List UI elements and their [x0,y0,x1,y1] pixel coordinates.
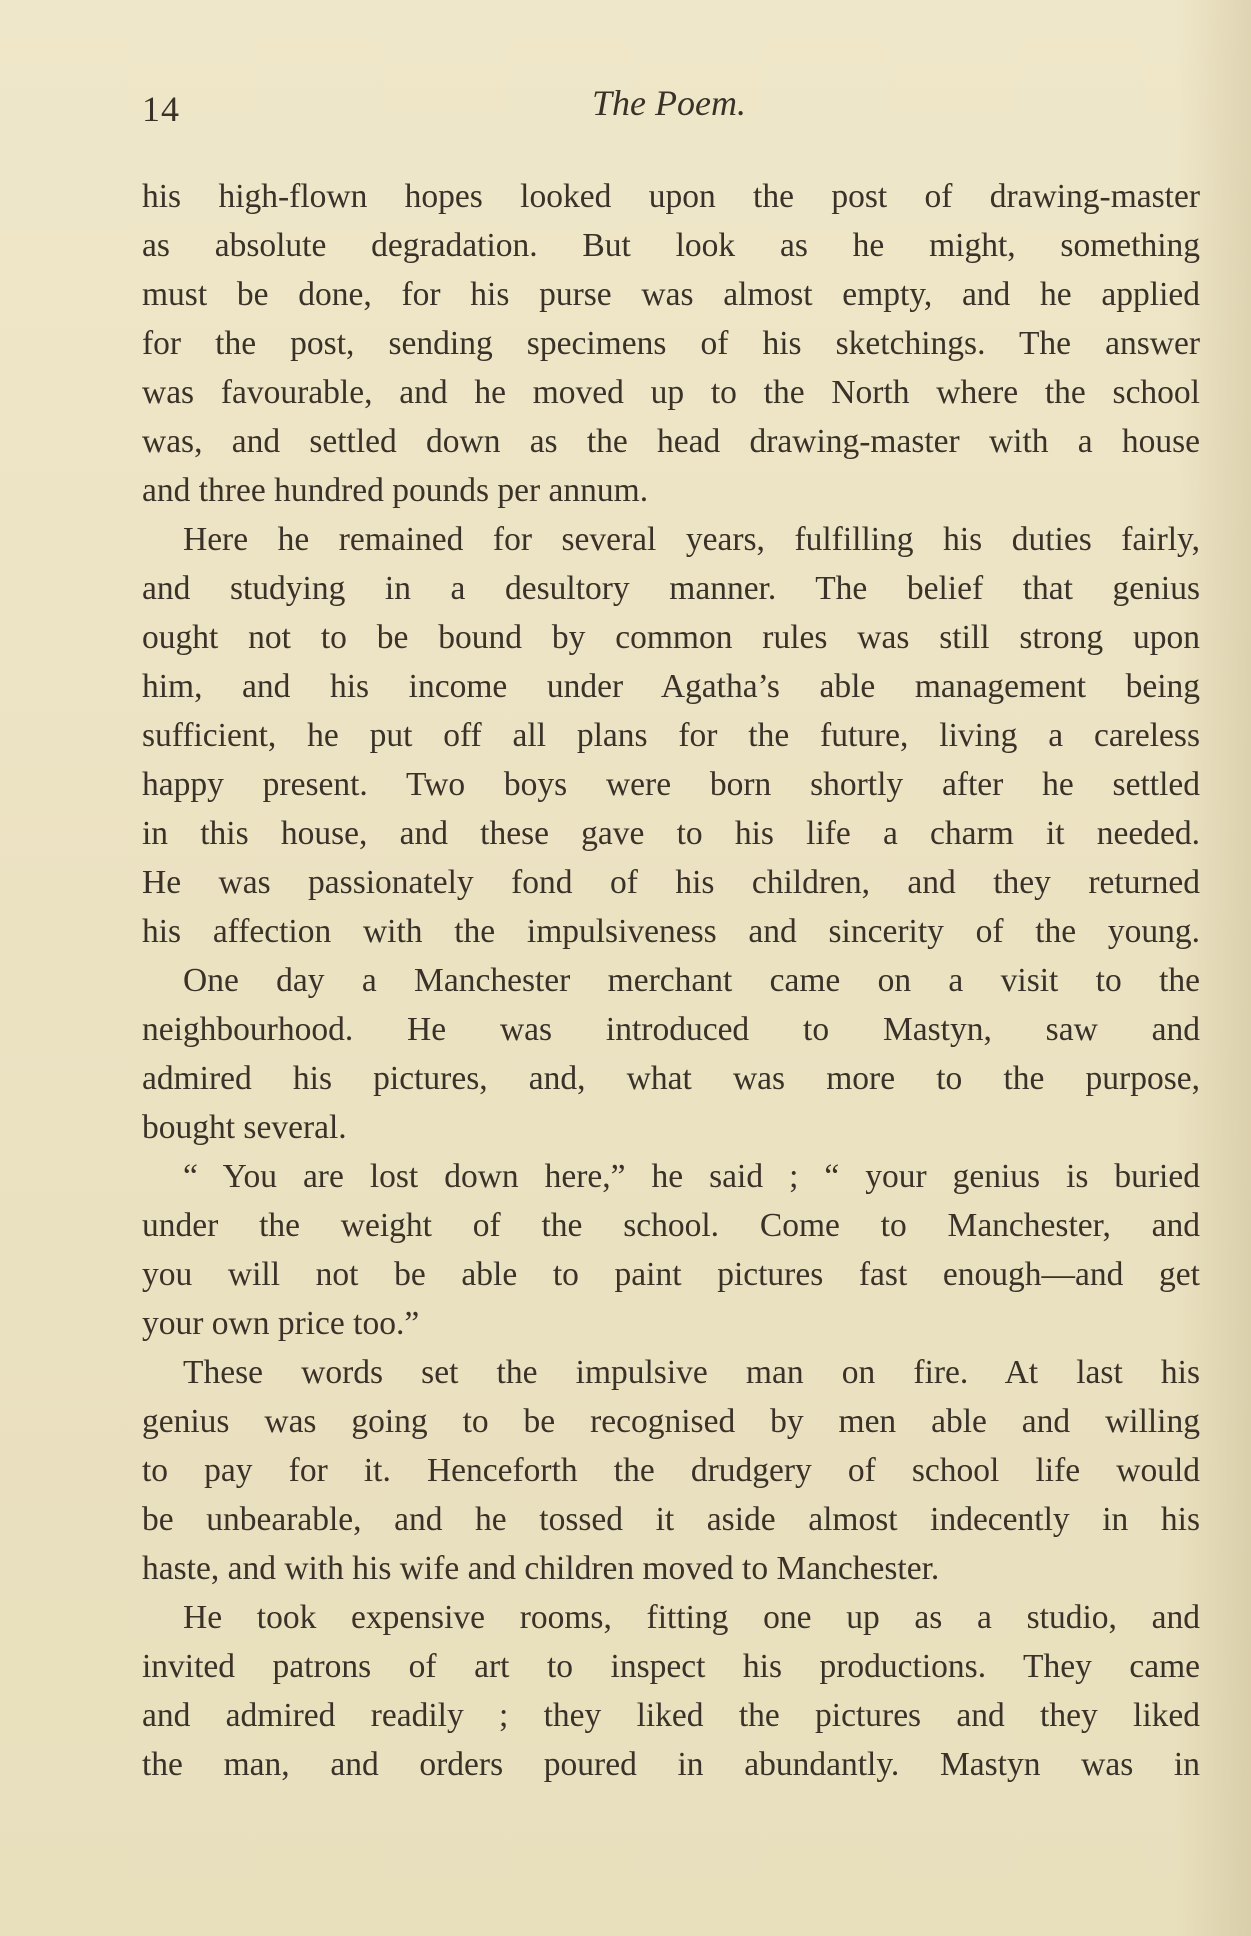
text-line: He took expensive rooms, fitting one up as a studio, and [183,1599,1200,1636]
text-line: Here he remained for several years, fulfilling his duties fairly, [183,521,1200,558]
text-line: the man, and orders poured in abundantly. Mastyn was in [142,1746,1200,1783]
text-line: genius was going to be recognised by men able and willing [142,1403,1200,1440]
body-text [142,172,1200,1789]
text-line: your own price too.” [142,1305,420,1342]
text-line: happy present. Two boys were born shortly after he settled [142,766,1200,803]
text-line: his affection with the impulsiveness and sincerity of the young. [142,913,1200,950]
text-line: neighbourhood. He was introduced to Mastyn, saw and [142,1011,1200,1048]
text-line: admired his pictures, and, what was more to the purpose, [142,1060,1200,1097]
text-line: sufficient, he put off all plans for the future, living a careless [142,717,1200,754]
text-line: These words set the impulsive man on fire. At last his [183,1354,1200,1391]
text-line: He was passionately fond of his children, and they returned [142,864,1200,901]
text-line: him, and his income under Agatha’s able management being [142,668,1200,705]
text-line: as absolute degradation. But look as he might, something [142,227,1200,264]
text-line: must be done, for his purse was almost empty, and he applied [142,276,1200,313]
text-line: invited patrons of art to inspect his productions. They came [142,1648,1200,1685]
text-line: and three hundred pounds per annum. [142,472,649,509]
text-line: One day a Manchester merchant came on a visit to the [183,962,1200,999]
text-line: for the post, sending specimens of his sketchings. The answer [142,325,1200,362]
text-line: his high-flown hopes looked upon the post of drawing-master [142,178,1200,215]
running-title: The Poem. [592,83,746,123]
page-header [142,78,1200,138]
text-line: under the weight of the school. Come to Manchester, and [142,1207,1200,1244]
text-line: was, and settled down as the head drawing-master with a house [142,423,1200,460]
text-line: haste, and with his wife and children moved to Manchester. [142,1550,940,1587]
text-line: bought several. [142,1109,347,1146]
text-line: ought not to be bound by common rules was still strong upon [142,619,1200,656]
text-line: and admired readily ; they liked the pictures and they liked [142,1697,1200,1734]
text-line: in this house, and these gave to his life a charm it needed. [142,815,1200,852]
text-line: was favourable, and he moved up to the North where the school [142,374,1200,411]
text-line: be unbearable, and he tossed it aside almost indecently in his [142,1501,1200,1538]
page-number: 14 [142,89,180,129]
text-line: to pay for it. Henceforth the drudgery of school life would [142,1452,1200,1489]
text-line: you will not be able to paint pictures fast enough—and get [142,1256,1200,1293]
text-line: “ You are lost down here,” he said ; “ your genius is buried [183,1158,1200,1195]
text-line: and studying in a desultory manner. The belief that genius [142,570,1200,607]
